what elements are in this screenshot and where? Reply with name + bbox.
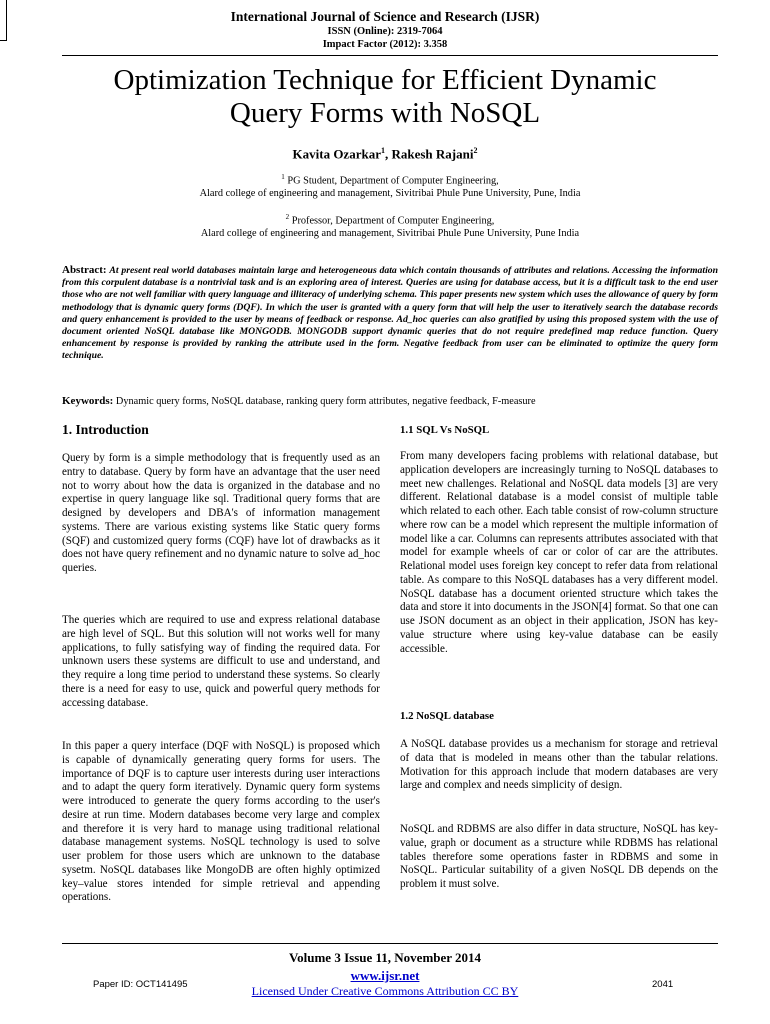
abstract xyxy=(62,264,718,363)
abstract-text: At present real world databases maintain large and heterogeneous data which contain thousands of attributes and relations. Accessing the information from this corpulent database is a nontrivial task and is an exploring area of interest. Queries are using for database access, but it is a difficult task to the end user those who are not well familiar with query language and illiteracy of underlying schema. This paper presents new system which uses the allowance of query by form methodology that is dynamic query forms (DQF). In which the user is granted with a query form that will help the user to iteratively search the database records and query enhancement is provided to the user by means of feedback or response. Ad_hoc queries can also gratified by using this proposed system with the use of document oriented NoSQL database like MONGODB. MONGODB support dynamic queries that do not require predefined map reduce function. Query enhancement by response is provided by ranking the attribute used in the form. Negative feedback from user can be eliminated to optimize the query form technique. xyxy=(62,265,719,362)
keywords-label: Keywords: xyxy=(62,395,114,407)
affiliation-1-line2: Alard college of engineering and management, Sivitribai Phule Pune University, Pune, India xyxy=(199,188,581,200)
keywords xyxy=(62,395,718,407)
intro-paragraph-1: Query by form is a simple methodology that is frequently used as an entry to database. Query by form have an advantage that the user need not to worry about how the data is organized in the database and no expertise in query language like sql. Traditional query forms that are designed by developers and DBA's of information management systems. There are various existing systems like Static query forms (SQF) and customized query forms (CQF) have lot of drawbacks as it does not have query refinement and no dynamic nature to solve ad_hoc queries. xyxy=(62,452,380,574)
affiliation-2 xyxy=(60,211,720,240)
abstract-label: Abstract: xyxy=(62,264,107,276)
footer-license-link[interactable]: Licensed Under Creative Commons Attribution CC BY xyxy=(251,984,519,998)
author-2-sup: 2 xyxy=(473,146,478,155)
header-divider xyxy=(62,55,718,56)
affiliation-1-sup: 1 xyxy=(281,173,285,181)
footer-divider xyxy=(62,943,718,944)
journal-header xyxy=(0,8,770,51)
impact-factor: Impact Factor (2012): 3.358 xyxy=(322,39,448,50)
footer-volume: Volume 3 Issue 11, November 2014 xyxy=(288,950,482,965)
affiliation-1 xyxy=(60,171,720,200)
title-line-2: Query Forms with NoSQL xyxy=(229,97,541,129)
sql-vs-nosql-paragraph: From many developers facing problems with relational database, but application developers are increasingly turning to NoSQL databases to meet new challenges. Relational and NoSQL data models [3] are very different. Relational database is a model consist of multiple table which related to each other. Each table consist of row-column structure where row can be a model which represent the multiple information of model like a car. Columns can represents attributes associated with that model for example wheels of car or color of car are the attributes. Relational model uses foreign key concept to refer data from relational table. As compare to this NoSQL databases has a very different model. NoSQL database has a document oriented structure which takes the data and store it into documents in the JSON[4] format. So that one can use JSON document as an object in their application, JSON has key-value structure where using key-value database can be easily accessible. xyxy=(400,450,718,655)
footer-url-link[interactable]: www.ijsr.net xyxy=(350,968,420,983)
author-1: Kavita Ozarkar xyxy=(292,146,381,162)
author-list xyxy=(0,146,770,162)
intro-paragraph-3: In this paper a query interface (DQF with NoSQL) is proposed which is capable of dynamically generating query forms for users. The importance of DQF is to capture user interests during user interactions and to adapt the query form iteratively. Dynamic query form systems were introduced to generate the query forms according to the user's desire at run time. Modern databases become very large and complex and therefore it is very hard to manage using traditional relational database management systems. NoSQL technology is used to solve user problem for those users which are unknown to the database sysetm. NoSQL databases like MongoDB are often highly optimized key–value stores intended for simple retrieval and appending operations. xyxy=(62,740,380,904)
nosql-paragraph-2: NoSQL and RDBMS are also differ in data structure, NoSQL has key-value, graph or document as a structure while RDBMS has relational tables therefore some operations faster in RDBMS and some in NoSQL. Particular suitability of a given NoSQL DB depends on the problem it must solve. xyxy=(400,823,718,890)
affiliation-2-sup: 2 xyxy=(285,213,290,221)
subsection-heading-nosql-database: 1.2 NoSQL database xyxy=(400,710,494,722)
left-column xyxy=(62,423,380,437)
nosql-paragraph-1: A NoSQL database provides us a mechanism for storage and retrieval of data that is modeled in means other than the tabular relations. Motivation for this approach include that modern databases are very large and complex and needs simplicity of design. xyxy=(400,738,718,792)
keywords-text: Dynamic query forms, NoSQL database, ranking query form attributes, negative feedback, F-measure xyxy=(113,396,536,407)
section-heading-introduction: 1. Introduction xyxy=(62,422,149,437)
intro-paragraph-2: The queries which are required to use and express relational database are high level of SQL. But this solution will not works well for many applications, to fully satisfying way of finding the required data. For unknown users these systems are difficult to use and understand, and they require a long time period to understand these systems. So clearly there is a need for easy to use, quick and powerful query methods for accessing database. xyxy=(62,614,380,709)
affiliation-2-line2: Alard college of engineering and management, Sivitribai Phule Pune University, Pune India xyxy=(200,228,580,240)
title-line-1: Optimization Technique for Efficient Dynamic xyxy=(113,64,657,96)
author-2: Rakesh Rajani xyxy=(391,146,474,162)
journal-name: International Journal of Science and Research (IJSR) xyxy=(230,9,540,24)
author-1-sup: 1 xyxy=(380,146,385,155)
author-sep: , xyxy=(384,146,392,162)
affiliation-1-line1: PG Student, Department of Computer Engineering, xyxy=(284,175,499,187)
issn: ISSN (Online): 2319-7064 xyxy=(327,26,443,37)
paper-title xyxy=(40,64,730,130)
page-number: 2041 xyxy=(652,979,674,990)
subsection-heading-sql-vs-nosql: 1.1 SQL Vs NoSQL xyxy=(400,424,490,436)
paper-id: Paper ID: OCT141495 xyxy=(93,979,188,990)
affiliation-2-line1: Professor, Department of Computer Engineering, xyxy=(289,215,495,227)
